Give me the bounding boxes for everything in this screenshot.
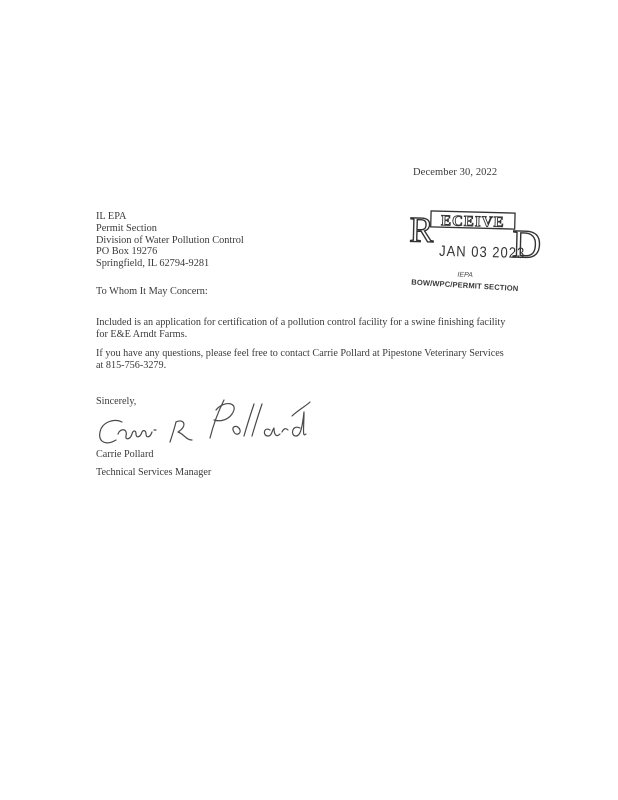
stamp-agency: IEPA bbox=[457, 271, 473, 280]
address-line: PO Box 19276 bbox=[96, 246, 158, 258]
recipient-address bbox=[96, 211, 244, 270]
body-paragraph-2: If you have any questions, please feel free to contact Carrie Pollard at Pipestone Veterinary Services at 815-756-3279. bbox=[96, 348, 504, 371]
address-line: Permit Section bbox=[96, 222, 157, 234]
body-paragraph-1: Included is an application for certification of a pollution control facility for a swine finishing facility for E&E Arndt Farms. bbox=[96, 317, 506, 340]
svg-text:D: D bbox=[511, 221, 542, 267]
address-line: Springfield, IL 62794-9281 bbox=[96, 258, 210, 270]
salutation: To Whom It May Concern: bbox=[96, 286, 208, 297]
svg-text:R: R bbox=[409, 209, 435, 250]
closing: Sincerely, bbox=[96, 396, 137, 407]
signer-title: Technical Services Manager bbox=[96, 467, 212, 478]
svg-text:ECEIVE: ECEIVE bbox=[440, 213, 505, 231]
address-line: Division of Water Pollution Control bbox=[96, 234, 244, 246]
stamp-date: JAN 03 2023 bbox=[438, 242, 526, 262]
letter-date: December 30, 2022 bbox=[413, 167, 498, 178]
received-stamp bbox=[407, 204, 542, 303]
handwritten-signature bbox=[92, 392, 312, 456]
address-line: IL EPA bbox=[96, 211, 127, 222]
signer-name: Carrie Pollard bbox=[96, 449, 154, 460]
stamp-section: BOW/WPC/PERMIT SECTION bbox=[411, 277, 519, 294]
